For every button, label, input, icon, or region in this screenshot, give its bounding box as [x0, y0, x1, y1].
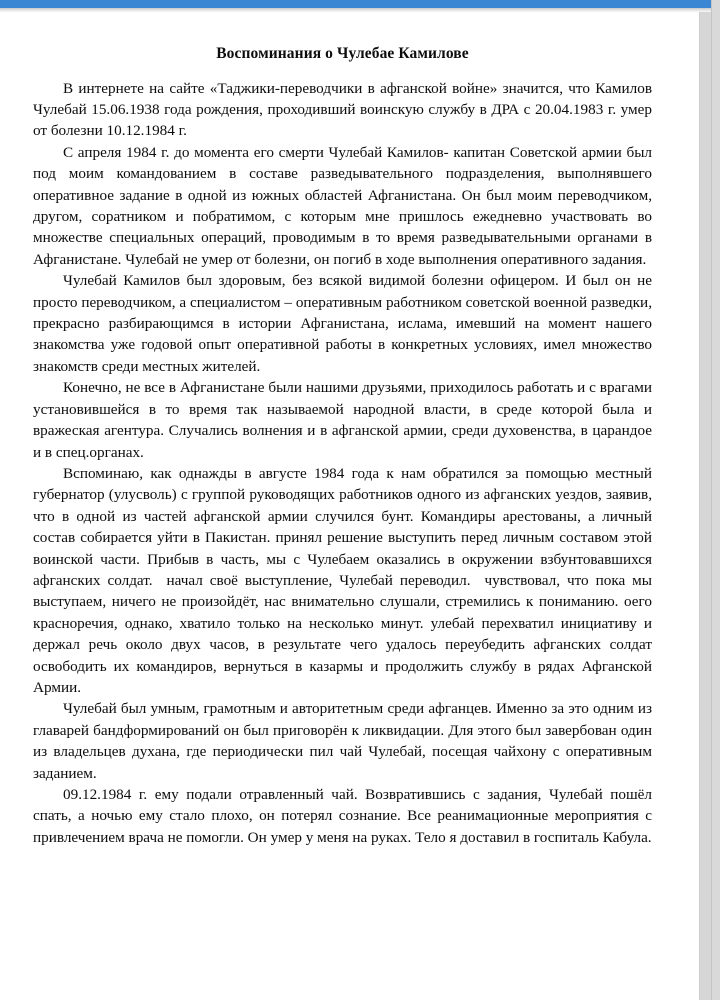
document-title: Воспоминания о Чулебае Камилове — [216, 45, 469, 62]
paragraph: 09.12.1984 г. ему подали отравленный чай. Возвратившись с задания, Чулебай пошёл спать, а ночью ему стало плохо, он потерял сознание. Все реанимационные мероприятия с привлечением врача не помогли. Он умер у меня на руках. Тело я доставил в госпиталь Кабула. — [33, 786, 656, 846]
page-content — [0, 12, 699, 848]
document-page — [0, 12, 700, 1000]
paragraph: Вспоминаю, как однажды в августе 1984 года к нам обратился за помощью местный губернатор (улусволь) с группой руководящих работников одного из афганских уездов, заявив, что в одной из частей афганской армии случился бунт. Командиры арестованы, а личный состав собирается уйти в Пакистан. принял решение выступить перед личным составом этой воинской части. Прибыв в часть, мы с Чулебаем оказались в окружении взбунтовавшихся афганских солдат. начал своё выступление, Чулебай переводил. чувствовал, что пока мы выступаем, ничего не произойдёт, нас внимательно слушали, стремились к пониманию. оего красноречия, однако, хватило только на несколько минут. улебай перехватил инициативу и держал речь около двух часов, в результате чего удалось переубедить афганских солдат освободить их командиров, вернуться в казармы и продолжить службу в рядах Афганской Армии. — [33, 464, 656, 696]
paragraph: Конечно, не все в Афганистане были нашими друзьями, приходилось работать и с врагами установившейся в то время так называемой народной власти, в среде которой была и вражеская агентура. Случались волнения и в афганской армии, среди духовенства, в царандое и в спец.органах. — [33, 379, 656, 461]
paragraph: В интернете на сайте «Таджики-переводчики в афганской войне» значится, что Камилов Чулебай 15.06.1938 года рождения, проходивший воинскую службу в ДРА с 20.04.1983 г. умер от болезни 10.12.1984 г. — [33, 79, 656, 140]
viewer-top-bar — [0, 0, 712, 8]
paragraph: Чулебай Камилов был здоровым, без всякой видимой болезни офицером. И был он не просто переводчиком, а специалистом – оперативным работником советской военной разведки, прекрасно разбирающимся в истории Афганистана, ислама, имевший на момент нашего знакомства уже годовой опыт оперативной работы в конкретных условиях, имел множество знакомств среди местных жителей. — [33, 272, 656, 375]
paragraph: Чулебай был умным, грамотным и авторитетным среди афганцев. Именно за это одним из главарей бандформирований он был приговорён к ликвидации. Для этого был завербован один из владельцев духана, где периодически пил чай Чулебай, посещая чайхону с оперативным заданием. — [33, 700, 656, 782]
paragraph: С апреля 1984 г. до момента его смерти Чулебай Камилов- капитан Советской армии был под моим командованием в составе разведывательного подразделения, выполнявшего оперативное задание в одной из южных областей Афганистана. Он был моим переводчиком, другом, соратником и побратимом, с которым мне пришлось ежедневно участвовать во множестве специальных операций, проводимым в то время разведывательными органами в Афганистане. Чулебай не умер от болезни, он погиб в ходе выполнения оперативного задания. — [33, 143, 656, 268]
page-gutter-right[interactable] — [711, 0, 720, 1000]
